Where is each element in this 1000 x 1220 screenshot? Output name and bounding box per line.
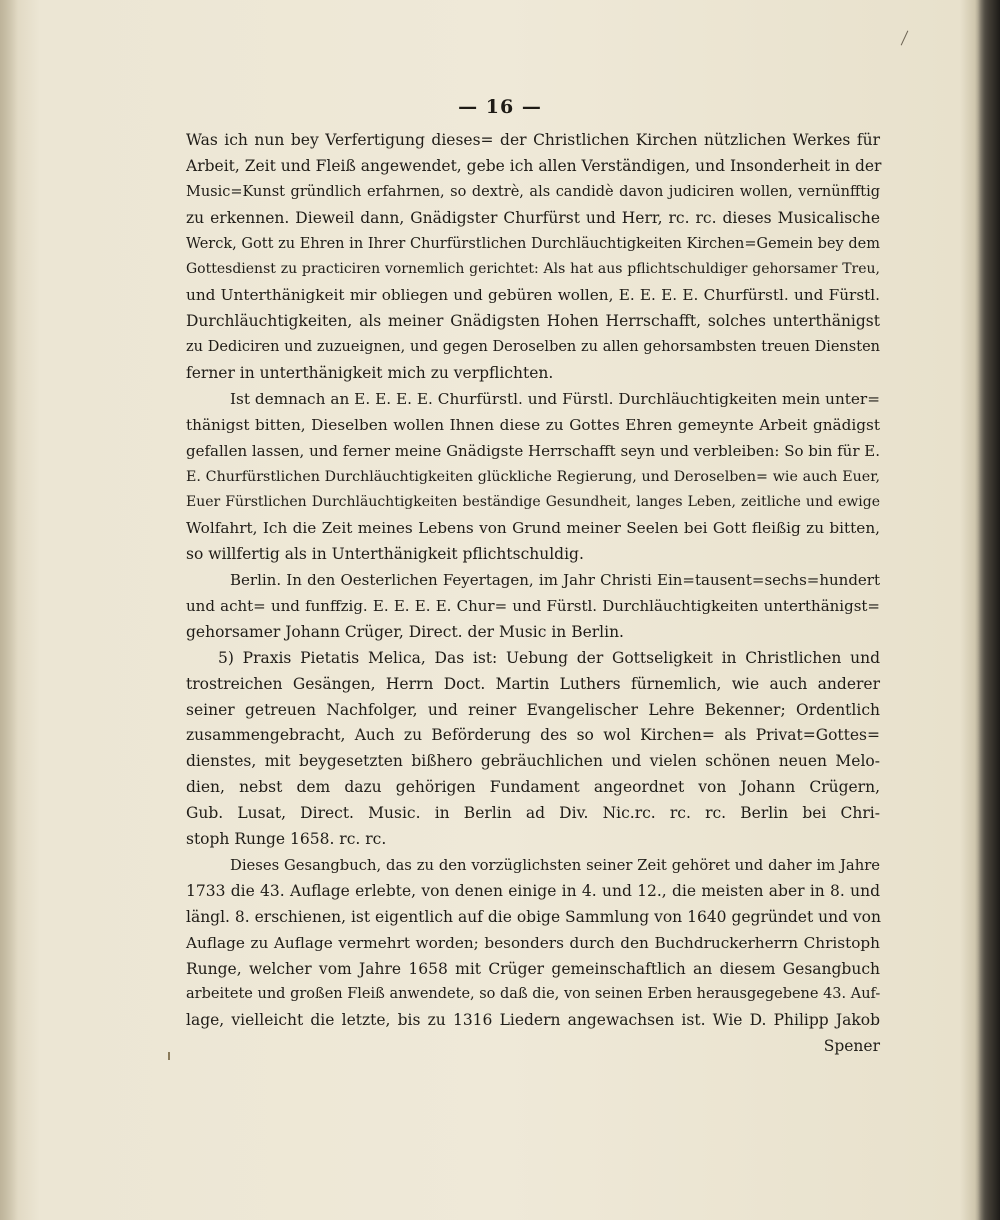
text-line: Auflage zu Auflage vermehrt worden; besonders durch den Buchdruckerherrn Christoph xyxy=(186,933,880,952)
pencil-mark xyxy=(901,31,909,46)
text-line: Werck, Gott zu Ehren in Ihrer Churfürstlichen Durchläuchtigkeiten Kirchen=Gemein bey dem xyxy=(186,235,880,252)
text-line: 1733 die 43. Auflage erlebte, von denen einige in 4. und 12., die meisten aber in 8. und xyxy=(186,881,880,900)
text-line: Was ich nun bey Verfertigung dieses= der Christlichen Kirchen nützlichen Werkes für xyxy=(186,131,880,149)
text-line: Gottesdienst zu practiciren vornemlich gerichtet: Als hat aus pflichtschuldiger gehorsamer Treu, xyxy=(186,261,880,278)
text-line: so willfertig als in Unterthänigkeit pflichtschuldig. xyxy=(186,545,584,564)
text-line: zusammengebracht, Auch zu Beförderung des so wol Kirchen= als Privat=Gottes= xyxy=(186,726,880,745)
text-line: Durchläuchtigkeiten, als meiner Gnädigsten Hohen Herrschafft, solches unterthänigst xyxy=(186,312,880,331)
body-text xyxy=(186,128,880,1060)
text-line: Wolfahrt, Ich die Zeit meines Lebens von Grund meiner Seelen bei Gott fleißig zu bitten, xyxy=(186,519,880,538)
book-spine-shadow xyxy=(978,0,1000,1220)
text-line: arbeitete und großen Fleiß anwendete, so daß die, von seinen Erben herausgegebene 43. Auf- xyxy=(186,986,881,1003)
text-line: gefallen lassen, und ferner meine Gnädigste Herrschafft seyn und verbleiben: So bin für E. xyxy=(186,441,880,460)
text-line: dien, nebst dem dazu gehörigen Fundament angeordnet von Johann Crügern, xyxy=(186,778,880,797)
text-line: längl. 8. erschienen, ist eigentlich auf die obige Sammlung von 1640 gegründet und von xyxy=(186,907,881,926)
text-line: Arbeit, Zeit und Fleiß angewendet, gebe ich allen Verständigen, und Insonderheit in der xyxy=(186,156,882,175)
text-line: und Unterthänigkeit mir obliegen und gebüren wollen, E. E. E. E. Churfürstl. und Fürstl. xyxy=(186,286,880,305)
text-line: Music=Kunst gründlich erfahrnen, so dextrè, als candidè davon judiciren wollen, vernünfftig xyxy=(186,183,880,200)
text-line: thänigst bitten, Dieselben wollen Ihnen diese zu Gottes Ehren gemeynte Arbeit gnädigst xyxy=(186,415,880,434)
page-number: — 16 — xyxy=(458,96,542,118)
text-line: zu erkennen. Dieweil dann, Gnädigster Churfürst und Herr, rc. rc. dieses Musicalische xyxy=(186,208,880,227)
text-line: E. Churfürstlichen Durchläuchtigkeiten glückliche Regierung, und Deroselben= wie auch Euer, xyxy=(186,468,880,485)
text-line: Gub. Lusat, Direct. Music. in Berlin ad Div. Nic.rc. rc. rc. Berlin bei Chri- xyxy=(186,804,880,823)
catchword: Spener xyxy=(823,1037,880,1056)
text-line: ferner in unterthänigkeit mich zu verpflichten. xyxy=(186,364,554,383)
text-line: Ist demnach an E. E. E. E. Churfürstl. und Fürstl. Durchläuchtigkeiten mein unter= xyxy=(230,389,880,408)
text-line: lage, vielleicht die letzte, bis zu 1316 Liedern angewachsen ist. Wie D. Philipp Jakob xyxy=(186,1011,880,1030)
margin-mark xyxy=(168,1052,170,1060)
text-line: stoph Runge 1658. rc. rc. xyxy=(186,830,387,849)
text-line: gehorsamer Johann Crüger, Direct. der Music in Berlin. xyxy=(186,622,624,641)
text-line: Euer Fürstlichen Durchläuchtigkeiten beständige Gesundheit, langes Leben, zeitliche und ewige xyxy=(186,494,880,511)
text-line: Runge, welcher vom Jahre 1658 mit Crüger gemeinschaftlich an diesem Gesangbuch xyxy=(186,959,880,978)
text-line: dienstes, mit beygesetzten bißhero gebräuchlichen und vielen schönen neuen Melo- xyxy=(186,752,880,771)
page-edge-shadow xyxy=(0,0,18,1220)
text-line: zu Dediciren und zuzueignen, und gegen Deroselben zu allen gehorsambsten treuen Diensten xyxy=(186,339,880,356)
text-line: seiner getreuen Nachfolger, und reiner Evangelischer Lehre Bekenner; Ordentlich xyxy=(186,700,880,719)
text-line: Dieses Gesangbuch, das zu den vorzüglichsten seiner Zeit gehöret und daher im Jahre xyxy=(230,856,880,874)
text-line: Berlin. In den Oesterlichen Feyertagen, im Jahr Christi Ein=tausent=sechs=hundert xyxy=(230,571,880,590)
text-line: und acht= und funffzig. E. E. E. E. Chur= und Fürstl. Durchläuchtigkeiten unterthänigst= xyxy=(186,597,880,616)
text-line: trostreichen Gesängen, Herrn Doct. Martin Luthers fürnemlich, wie auch anderer xyxy=(186,674,880,693)
list-item-5-line: 5) Praxis Pietatis Melica, Das ist: Uebung der Gottseligkeit in Christlichen und xyxy=(218,648,880,667)
